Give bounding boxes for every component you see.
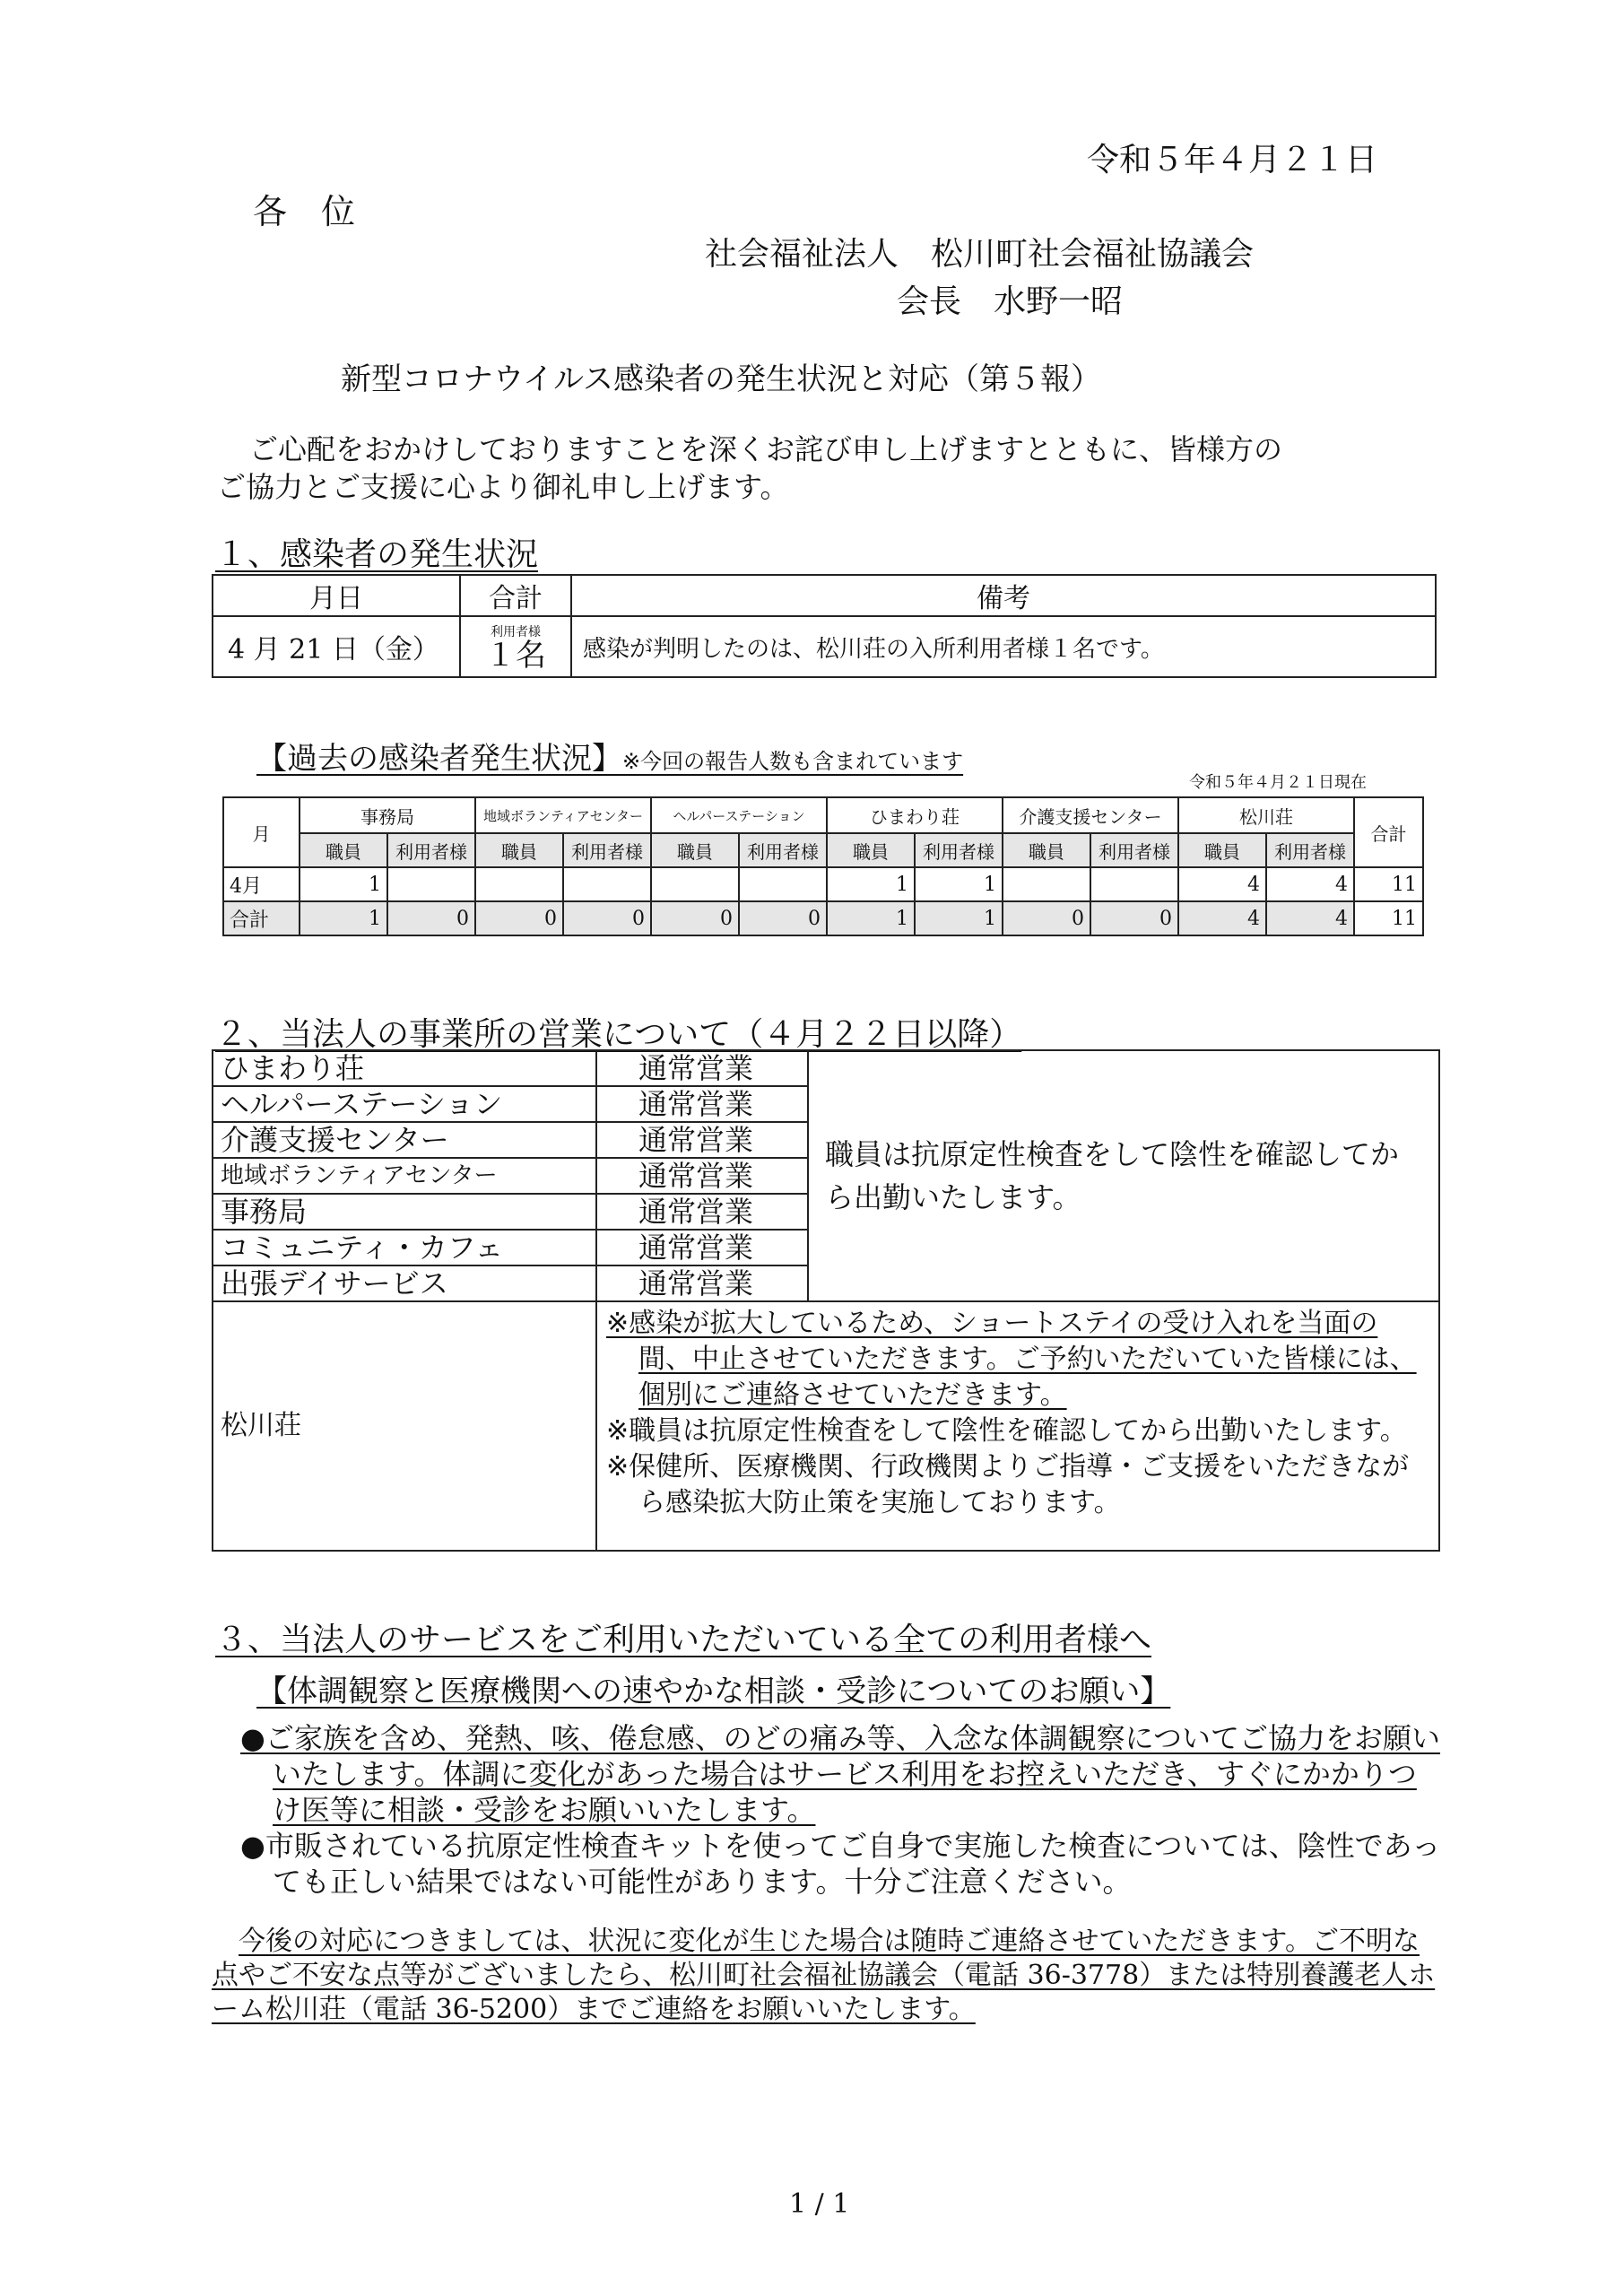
facility-status: 通常営業	[596, 1230, 808, 1265]
group-header: 介護支援センター	[1003, 797, 1178, 833]
group-header: 地域ボランティアセンター	[475, 797, 651, 833]
section3-subheading: 【体調観察と医療機関への速やかな相談・受診についてのお願い】	[256, 1674, 1171, 1709]
cell: 4	[1266, 867, 1354, 901]
row-total: 11	[1354, 867, 1423, 901]
user-header: 利用者様	[563, 833, 651, 867]
facility-status: 通常営業	[596, 1194, 808, 1230]
list-item: ●ご家族を含め、発熱、咳、倦怠感、のどの痛み等、入念な体調観察についてご協力をお願いいたします。体調に変化があった場合はサービス利用をお控えいただき、すぐにかかりつけ医等に相談・受診をお願いいたします。	[240, 1721, 1441, 1827]
row-note: 感染が判明したのは、松川荘の入所利用者様１名です。	[571, 616, 1436, 677]
infection-status-table	[212, 574, 1437, 678]
matsukawa-notes	[596, 1301, 1439, 1551]
cell	[387, 867, 475, 901]
past-heading	[256, 734, 963, 778]
staff-header: 職員	[827, 833, 915, 867]
staff-header: 職員	[475, 833, 563, 867]
closing-paragraph: 今後の対応につきましては、状況に変化が生じた場合は随時ご連絡させていただきます。ご不明な点やご不安な点等がございましたら、松川町社会福祉協議会（電話 36-3778）または特別養護老人ホーム松川荘（電話 36-5200）までご連絡をお願いいたします。	[212, 1926, 1436, 2025]
month-header: 月	[223, 797, 300, 867]
cell: 1	[300, 867, 387, 901]
cell: 0	[739, 901, 827, 935]
cell	[1090, 867, 1178, 901]
group-header-row	[223, 797, 1423, 833]
facility-name: コミュニティ・カフェ	[213, 1230, 596, 1265]
facility-operations-table	[212, 1049, 1440, 1552]
table-row	[213, 1301, 1439, 1551]
user-header: 利用者様	[739, 833, 827, 867]
table-row	[223, 901, 1423, 935]
cell: 1	[915, 867, 1003, 901]
row-total: 11	[1354, 901, 1423, 935]
row-label: 4月	[223, 867, 300, 901]
cell: 4	[1178, 901, 1266, 935]
row-total-cell	[460, 616, 571, 677]
facility-name: ヘルパーステーション	[213, 1086, 596, 1122]
row-total-small: 利用者様	[491, 625, 541, 639]
facility-status: 通常営業	[596, 1050, 808, 1086]
facility-name: 地域ボランティアセンター	[213, 1158, 596, 1194]
organization-name: 社会福祉法人 松川町社会福祉協議会	[705, 236, 1255, 273]
section1-heading: １、感染者の発生状況	[215, 536, 539, 573]
subheader-row	[223, 833, 1423, 867]
staff-header: 職員	[300, 833, 387, 867]
table-row	[223, 867, 1423, 901]
past-heading-title: 【過去の感染者発生状況】	[256, 741, 622, 777]
matsukawa-note: ※感染が拡大しているため、ショートステイの受け入れを当面の間、中止させていただきます。ご予約いただいていた皆様には、個別にご連絡させていただきます。	[606, 1308, 1417, 1411]
header-total: 合計	[460, 575, 571, 616]
cell: 1	[915, 901, 1003, 935]
cell: 0	[563, 901, 651, 935]
staff-header: 職員	[1003, 833, 1090, 867]
group-header: ヘルパーステーション	[651, 797, 827, 833]
facility-status: 通常営業	[596, 1086, 808, 1122]
as-of-date: 令和５年４月２１日現在	[1189, 773, 1367, 792]
facility-status: 通常営業	[596, 1265, 808, 1301]
cell: 4	[1178, 867, 1266, 901]
user-header: 利用者様	[1266, 833, 1354, 867]
group-header: 松川荘	[1178, 797, 1354, 833]
row-label: 合計	[223, 901, 300, 935]
document-date: 令和５年４月２１日	[1087, 142, 1378, 178]
group-header: ひまわり荘	[827, 797, 1003, 833]
request-list	[240, 1720, 1442, 1900]
facility-name: 介護支援センター	[213, 1122, 596, 1158]
cell: 0	[1090, 901, 1178, 935]
cell	[563, 867, 651, 901]
matsukawa-note: ※職員は抗原定性検査をして陰性を確認してから出勤いたします。	[606, 1415, 1407, 1447]
cell: 0	[387, 901, 475, 935]
cell	[475, 867, 563, 901]
intro-line-2: ご協力とご支援に心より御礼申し上げます。	[217, 470, 789, 504]
cell	[651, 867, 739, 901]
facility-status: 通常営業	[596, 1122, 808, 1158]
cell: 0	[1003, 901, 1090, 935]
cell: 4	[1266, 901, 1354, 935]
cell: 1	[827, 867, 915, 901]
cell: 1	[300, 901, 387, 935]
cell: 0	[475, 901, 563, 935]
header-note: 備考	[571, 575, 1436, 616]
staff-header: 職員	[651, 833, 739, 867]
table-row	[213, 1050, 1439, 1086]
table-row	[213, 616, 1436, 677]
cell	[1003, 867, 1090, 901]
staff-testing-note: 職員は抗原定性検査をして陰性を確認してから出勤いたします。	[808, 1050, 1439, 1301]
section3-heading: ３、当法人のサービスをご利用いただいている全ての利用者様へ	[215, 1622, 1152, 1658]
list-item: ●市販されている抗原定性検査キットを使ってご自身で実施した検査については、陰性であっても正しい結果ではない可能性があります。十分ご注意ください。	[240, 1829, 1441, 1899]
page-number: 1 / 1	[789, 2188, 850, 2220]
user-header: 利用者様	[1090, 833, 1178, 867]
facility-name: 事務局	[213, 1194, 596, 1230]
past-heading-note: ※今回の報告人数も含まれています	[622, 749, 964, 774]
facility-name: 松川荘	[213, 1301, 596, 1551]
section2-heading: ２、当法人の事業所の営業について（４月２２日以降）	[215, 1016, 1022, 1053]
past-infection-table	[222, 796, 1424, 936]
facility-status: 通常営業	[596, 1158, 808, 1194]
user-header: 利用者様	[915, 833, 1003, 867]
row-date: 4 月 21 日（金）	[213, 616, 460, 677]
row-total: １名	[485, 638, 546, 674]
addressee: 各 位	[253, 192, 356, 231]
cell	[739, 867, 827, 901]
group-header: 事務局	[300, 797, 475, 833]
facility-name: ひまわり荘	[213, 1050, 596, 1086]
user-header: 利用者様	[387, 833, 475, 867]
staff-header: 職員	[1178, 833, 1266, 867]
total-header: 合計	[1354, 797, 1423, 867]
cell: 0	[651, 901, 739, 935]
intro-line-1: ご心配をおかけしておりますことを深くお詫び申し上げますとともに、皆様方の	[249, 432, 1283, 466]
table-header-row	[213, 575, 1436, 616]
president-name: 会長 水野一昭	[897, 283, 1124, 320]
cell: 1	[827, 901, 915, 935]
facility-name: 出張デイサービス	[213, 1265, 596, 1301]
matsukawa-note: ※保健所、医療機関、行政機関よりご指導・ご支援をいただきながら感染拡大防止策を実施しております。	[606, 1451, 1410, 1518]
page-title: 新型コロナウイルス感染者の発生状況と対応（第５報）	[341, 361, 1101, 397]
header-date: 月日	[213, 575, 460, 616]
